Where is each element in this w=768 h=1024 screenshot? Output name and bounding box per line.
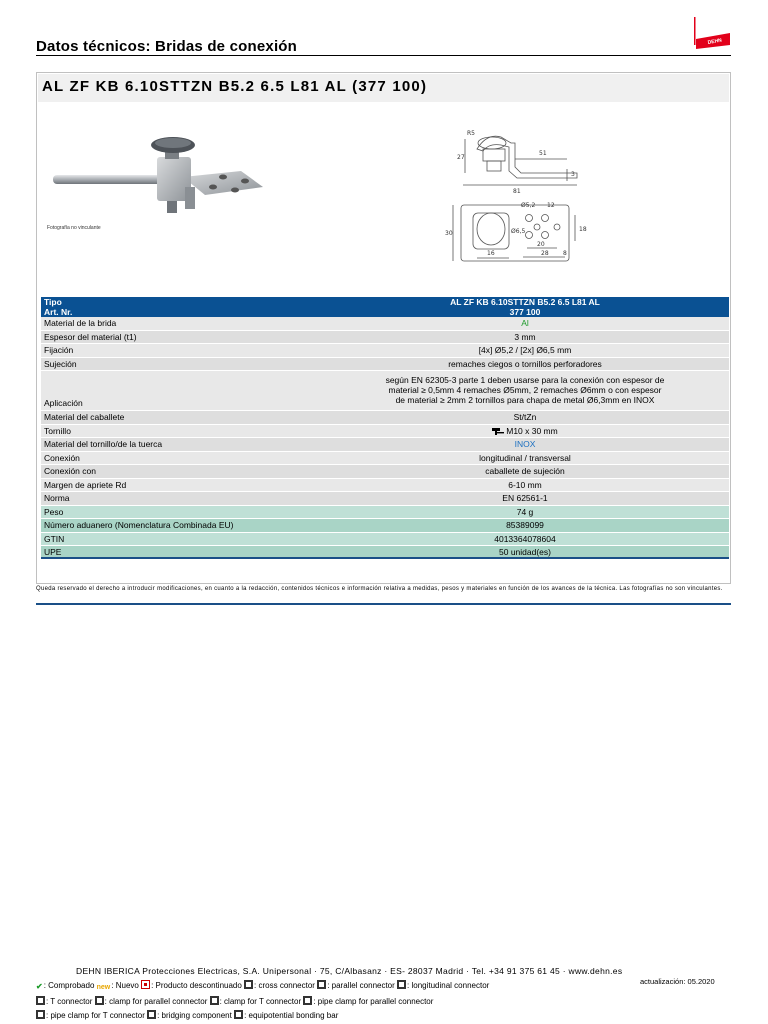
dim-81: 81 [513, 188, 521, 195]
table-end-divider [41, 557, 729, 559]
spec-label: Conexión [41, 451, 321, 465]
t-connector-icon [36, 996, 45, 1005]
product-card [36, 72, 731, 584]
spec-row-article [41, 307, 729, 317]
legend-t-connector: : T connector [46, 997, 93, 1006]
spec-row [41, 424, 729, 438]
bridging-component-icon [147, 1010, 156, 1019]
spec-value: caballete de sujeción [321, 465, 729, 479]
spec-row-type [41, 297, 729, 307]
spec-label: Peso [41, 505, 321, 519]
dim-28: 28 [541, 250, 549, 257]
equipotential-bar-icon [234, 1010, 243, 1019]
dim-r5: R5 [467, 130, 475, 137]
spec-row [41, 317, 729, 330]
spec-value: 6-10 mm [321, 478, 729, 492]
disclaimer-divider [36, 603, 731, 605]
screw-value: M10 x 30 mm [506, 425, 558, 436]
dim-hole-52: Ø5,2 [521, 202, 536, 209]
pipe-clamp-t-icon [36, 1010, 45, 1019]
legend-checked: : Comprobado [43, 981, 95, 990]
parallel-connector-icon [317, 980, 326, 989]
title-divider [36, 55, 731, 56]
legend-pipe-t: : pipe clamp for T connector [46, 1011, 145, 1020]
legend-parallel: : parallel connector [327, 981, 395, 990]
spec-value: 74 g [321, 505, 729, 519]
spec-row [41, 357, 729, 371]
clamp-t-icon [210, 996, 219, 1005]
legend-line-1 [36, 979, 636, 995]
spec-label: Art. Nr. [41, 307, 321, 317]
update-date: actualización: 05.2020 [640, 977, 715, 986]
dim-3: 3 [571, 171, 575, 178]
icon-legend [36, 979, 636, 1023]
spec-value: Al [321, 317, 729, 330]
spec-label: UPE [41, 546, 321, 560]
legend-clamp-t: : clamp for T connector [219, 997, 302, 1006]
spec-table [41, 297, 729, 560]
spec-row [41, 492, 729, 506]
legend-bridging: : bridging component [157, 1011, 232, 1020]
legend-pipe-parallel: : pipe clamp for parallel connector [313, 997, 434, 1006]
discontinued-icon [141, 980, 150, 989]
spec-row [41, 519, 729, 533]
dim-8: 8 [563, 250, 567, 257]
dim-16: 16 [487, 250, 495, 257]
legend-clamp-parallel: : clamp for parallel connector [104, 997, 208, 1006]
spec-value: EN 62561-1 [321, 492, 729, 506]
spec-value [321, 371, 729, 411]
spec-label: Fijación [41, 344, 321, 358]
spec-value: longitudinal / transversal [321, 451, 729, 465]
spec-label: Norma [41, 492, 321, 506]
spec-label: Material de la brida [41, 317, 321, 330]
spec-row [41, 451, 729, 465]
technical-drawing [417, 103, 617, 267]
clamp-parallel-icon [95, 996, 104, 1005]
spec-value [321, 424, 729, 438]
application-line: según EN 62305-3 parte 1 deben usarse para la conexión con espesor de [385, 374, 665, 385]
new-icon: new [96, 984, 111, 991]
longitudinal-connector-icon [397, 980, 406, 989]
spec-row [41, 465, 729, 479]
spec-value: 85389099 [321, 519, 729, 533]
spec-row [41, 478, 729, 492]
spec-row [41, 411, 729, 425]
disclaimer: Queda reservado el derecho a introducir modificaciones, en cuanto a la redacción, contenidos técnicos e información relativa a medidas, pesos y materiales en función de los avances de la técnica. Las fotografías no son vinculantes. [36, 586, 723, 592]
spec-label: Material del caballete [41, 411, 321, 425]
spec-value: 3 mm [321, 330, 729, 344]
photo-disclaimer: Fotografía no vinculante [47, 225, 101, 231]
dim-51: 51 [539, 150, 547, 157]
legend-equipotential: : equipotential bonding bar [244, 1011, 339, 1020]
dim-12: 12 [547, 202, 555, 209]
product-title-bar [38, 74, 729, 102]
product-title: AL ZF KB 6.10STTZN B5.2 6.5 L81 AL (377 100) [42, 78, 428, 95]
pipe-clamp-parallel-icon [303, 996, 312, 1005]
spec-label: Margen de apriete Rd [41, 478, 321, 492]
screw-icon [492, 428, 504, 435]
dim-hole-65: Ø6,5 [511, 228, 526, 235]
product-photo [45, 135, 271, 225]
spec-value: 50 unidad(es) [321, 546, 729, 560]
application-line: material ≥ 0,5mm 4 remaches Ø5mm, 2 remaches Ø6mm o con espesor [388, 384, 662, 395]
spec-label: Material del tornillo/de la tuerca [41, 438, 321, 452]
spec-row [41, 344, 729, 358]
spec-label: Conexión con [41, 465, 321, 479]
company-info: DEHN IBERICA Protecciones Electricas, S.A. Unipersonal · 75, C/Albasanz · ES- 28037 Madrid · Tel. +34 91 375 61 45 · www.dehn.es [76, 966, 623, 976]
check-icon: ✔ [36, 982, 43, 991]
spec-label: Tornillo [41, 424, 321, 438]
spec-label: GTIN [41, 532, 321, 546]
spec-value: St/tZn [321, 411, 729, 425]
spec-label: Sujeción [41, 357, 321, 371]
dim-20: 20 [537, 241, 545, 248]
spec-row [41, 505, 729, 519]
svg-text:DEHN: DEHN [707, 37, 723, 46]
spec-label: Tipo [41, 297, 321, 307]
spec-label: Espesor del material (t1) [41, 330, 321, 344]
spec-row [41, 330, 729, 344]
page-title: Datos técnicos: Bridas de conexión [36, 38, 298, 55]
spec-row [41, 532, 729, 546]
legend-cross: : cross connector [254, 981, 315, 990]
dim-27: 27 [457, 154, 465, 161]
spec-value: INOX [321, 438, 729, 452]
spec-value: remaches ciegos o tornillos perforadores [321, 357, 729, 371]
spec-row [41, 438, 729, 452]
cross-connector-icon [244, 980, 253, 989]
dim-18: 18 [579, 226, 587, 233]
spec-value: 4013364078604 [321, 532, 729, 546]
spec-value: AL ZF KB 6.10STTZN B5.2 6.5 L81 AL [321, 297, 729, 307]
legend-discontinued: : Producto descontinuado [151, 981, 242, 990]
dim-30: 30 [445, 230, 453, 237]
spec-label: Aplicación [41, 371, 321, 411]
legend-line-3 [36, 1009, 636, 1023]
dehn-logo [694, 17, 730, 51]
legend-new: : Nuevo [111, 981, 139, 990]
spec-value: [4x] Ø5,2 / [2x] Ø6,5 mm [321, 344, 729, 358]
legend-line-2 [36, 995, 636, 1009]
spec-label: Número aduanero (Nomenclatura Combinada EU) [41, 519, 321, 533]
spec-value: 377 100 [321, 307, 729, 317]
legend-longitudinal: : longitudinal connector [407, 981, 490, 990]
application-line: de material ≥ 2mm 2 tornillos para chapa de metal Ø6,3mm en INOX [395, 394, 655, 405]
spec-row-application [41, 371, 729, 411]
